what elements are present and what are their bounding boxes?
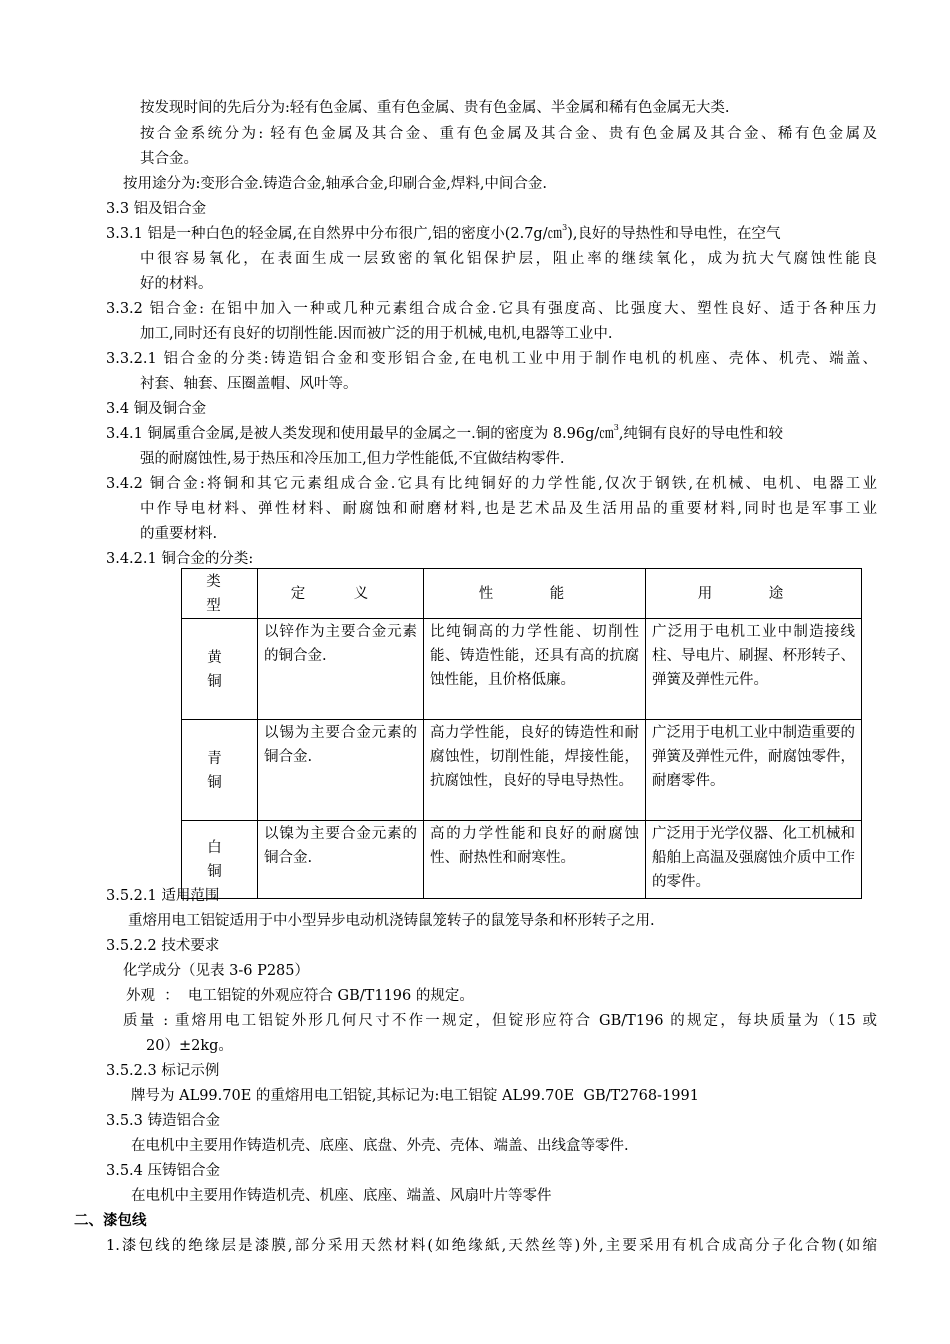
mass-line-b: 20）±2kg。 — [146, 1038, 233, 1054]
para-3-4-1-line-b: 强的耐腐蚀性,易于热压和冷压加工,但力学性能低,不宜做结构零件. — [140, 451, 565, 467]
section-2-para-1: 1.漆包线的绝缘层是漆膜,部分采用天然材料(如绝缘紙,天然丝等)外,主要采用有机合成高分子化合物(如缩 — [106, 1238, 877, 1254]
para-3-4-2-1-heading: 3.4.2.1 铜合金的分类: — [106, 551, 254, 567]
definition-cell: 以锡为主要合金元素的铜合金. — [258, 720, 424, 821]
header-use: 用 途 — [646, 569, 862, 619]
para-3-3-2-line-b: 加工,同时还有良好的切削性能.因而被广泛的用于机械,电机,电器等工业中. — [140, 326, 613, 342]
header-type: 类 型 — [182, 569, 258, 619]
para-3-3-1-line-a: 3.3.1 铝是一种白色的轻金属,在自然界中分布很广,铝的密度小(2.7g/㎝$^3$),良好的导热性和导电性，在空气 — [106, 223, 781, 242]
definition-cell: 以镍为主要合金元素的铜合金. — [258, 821, 424, 899]
section-3-5-3-heading: 3.5.3 铸造铝合金 — [106, 1113, 221, 1129]
intro-line-1: 按发现时间的先后分为:轻有色金属、重有色金属、贵有色金属、半金属和稀有色金属无大类. — [140, 100, 730, 116]
para-3-3-1-line-b: 中很容易氧化，在表面生成一层致密的氧化铝保护层，阻止率的继续氧化，成为抗大气腐蚀性能良 — [140, 251, 877, 267]
table-row — [182, 821, 862, 899]
chemical-composition-line: 化学成分（见表 3-6 P285） — [123, 963, 309, 979]
para-3-4-2-line-c: 的重要材料. — [140, 526, 218, 542]
performance-cell: 比纯铜高的力学性能、切削性能、铸造性能，还具有高的抗腐蚀性能，且价格低廉。 — [424, 619, 646, 720]
section-3-5-2-3-heading: 3.5.2.3 标记示例 — [106, 1063, 220, 1079]
use-cell: 广泛用于电机工业中制造重要的弹簧及弹性元件，耐腐蚀零件，耐磨零件。 — [646, 720, 862, 821]
para-3-5-3: 在电机中主要用作铸造机壳、底座、底盘、外壳、壳体、端盖、出线盒等零件. — [131, 1138, 629, 1154]
para-3-3-1-line-c: 好的材料。 — [140, 276, 213, 292]
mass-line-a: 质量 : 重熔用电工铝锭外形几何尺寸不作一规定，但锭形应符合 GB/T196 的规定，每块质量为（15 或 — [123, 1013, 877, 1029]
para-3-5-4: 在电机中主要用作铸造机壳、机座、底座、端盖、风扇叶片等零件 — [131, 1188, 552, 1204]
section-3-4-heading: 3.4 铜及铜合金 — [106, 401, 207, 417]
use-cell: 广泛用于电机工业中制造接线柱、导电片、刷握、杯形转子、弹簧及弹性元件。 — [646, 619, 862, 720]
type-cell: 青 铜 — [182, 720, 258, 821]
type-cell: 黄 铜 — [182, 619, 258, 720]
para-3-5-2-1: 重熔用电工铝锭适用于中小型异步电动机浇铸鼠笼转子的鼠笼导条和杯形转子之用. — [128, 913, 655, 929]
intro-line-3: 按用途分为:变形合金.铸造合金,轴承合金,印刷合金,焊料,中间合金. — [123, 176, 548, 192]
header-definition: 定 义 — [258, 569, 424, 619]
para-3-4-2-line-a: 3.4.2 铜合金:将铜和其它元素组成合金.它具有比纯铜好的力学性能,仅次于钢铁,在机械、电机、电器工业 — [106, 476, 877, 492]
para-3-3-2-1-line-a: 3.3.2.1 铝合金的分类:铸造铝合金和变形铝合金,在电机工业中用于制作电机的机座、壳体、机壳、端盖、 — [106, 351, 877, 367]
section-3-5-2-2-heading: 3.5.2.2 技术要求 — [106, 938, 220, 954]
para-3-4-2-line-b: 中作导电材料、弹性材料、耐腐蚀和耐磨材料,也是艺术品及生活用品的重要材料,同时也是军事工业 — [140, 501, 877, 517]
use-cell: 广泛用于光学仪器、化工机械和船舶上高温及强腐蚀介质中工作的零件。 — [646, 821, 862, 899]
definition-cell: 以锌作为主要合金元素的铜合金. — [258, 619, 424, 720]
intro-line-2a: 按合金系统分为: 轻有色金属及其合金、重有色金属及其合金、贵有色金属及其合金、稀有色金属及 — [140, 126, 877, 142]
intro-line-2b: 其合金。 — [140, 151, 198, 167]
table-row — [182, 619, 862, 720]
type-cell: 白 铜 — [182, 821, 258, 899]
para-3-4-1-line-a: 3.4.1 铜属重合金属,是被人类发现和使用最早的金属之一.铜的密度为 8.96g/㎝$^3$,纯铜有良好的导电性和较 — [106, 423, 783, 442]
para-3-5-2-3: 牌号为 AL99.70E 的重熔用电工铝锭,其标记为:电工铝锭 AL99.70E GB/T2768-1991 — [131, 1088, 699, 1104]
table-header-row — [182, 569, 862, 619]
performance-cell: 高的力学性能和良好的耐腐蚀性、耐热性和耐寒性。 — [424, 821, 646, 899]
para-3-3-2-1-line-b: 衬套、轴套、压圈盖帽、风叶等。 — [140, 376, 358, 392]
appearance-line: 外观 ： 电工铝锭的外观应符合 GB/T1196 的规定。 — [126, 988, 474, 1004]
section-3-5-4-heading: 3.5.4 压铸铝合金 — [106, 1163, 221, 1179]
copper-alloy-table — [181, 568, 862, 899]
header-performance: 性 能 — [424, 569, 646, 619]
section-3-3-heading: 3.3 铝及铝合金 — [106, 201, 207, 217]
section-3-5-2-1-heading: 3.5.2.1 适用范围 — [106, 888, 220, 904]
para-3-3-2-line-a: 3.3.2 铝合金: 在铝中加入一种或几种元素组合成合金.它具有强度高、比强度大、塑性良好、适于各种压力 — [106, 301, 877, 317]
section-2-heading: 二、漆包线 — [74, 1212, 147, 1229]
table-row — [182, 720, 862, 821]
performance-cell: 高力学性能，良好的铸造性和耐腐蚀性，切削性能，焊接性能，抗腐蚀性，良好的导电导热性。 — [424, 720, 646, 821]
